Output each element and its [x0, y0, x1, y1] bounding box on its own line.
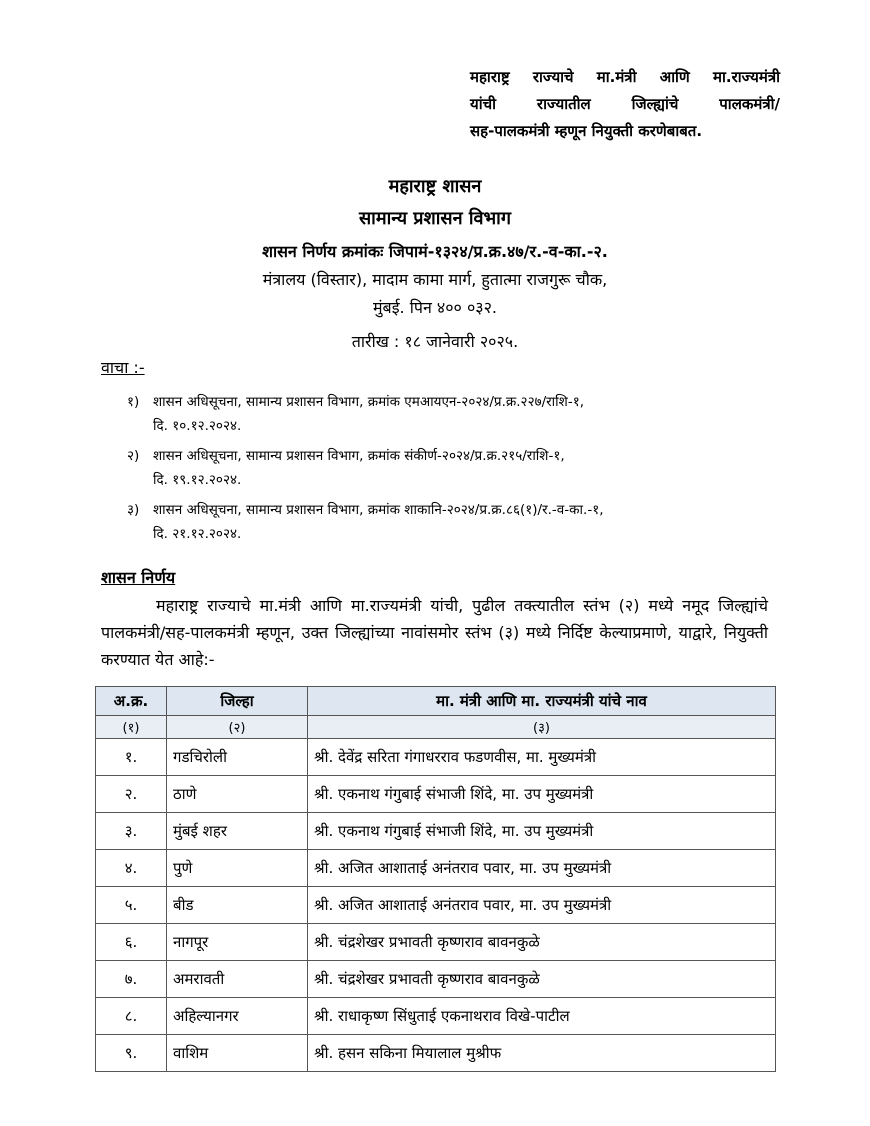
decision-body: [101, 592, 768, 673]
reference-item: [127, 390, 733, 438]
district-cell: अहिल्यानगर: [167, 998, 308, 1035]
table-row: [96, 887, 776, 924]
reference-list: [127, 390, 733, 552]
serial-cell: ७.: [96, 961, 167, 998]
table-row: [96, 813, 776, 850]
address-line-2: मुंबई. पिन ४०० ०३२.: [372, 298, 498, 317]
subject-line-2: यांची राज्यातील जिल्ह्यांचे पालकमंत्री/: [470, 95, 780, 113]
column-number-3: (३): [308, 716, 776, 739]
reference-line-1: शासन अधिसूचना, सामान्य प्रशासन विभाग, क्रमांक एमआयएन-२०२४/प्र.क्र.२२७/राशि-१,: [153, 394, 585, 410]
reference-text: [153, 390, 733, 438]
read-label: वाचा :-: [101, 358, 145, 377]
reference-item: [127, 444, 733, 492]
table-row: [96, 998, 776, 1035]
subject-line-3: सह-पालकमंत्री म्हणून नियुक्ती करणेबाबत.: [470, 122, 703, 140]
table-row: [96, 850, 776, 887]
reference-line-1: शासन अधिसूचना, सामान्य प्रशासन विभाग, क्रमांक संकीर्ण-२०२४/प्र.क्र.२१५/राशि-१,: [153, 448, 565, 464]
serial-cell: ४.: [96, 850, 167, 887]
minister-cell: श्री. हसन सकिना मियालाल मुश्रीफ: [308, 1035, 776, 1072]
department-heading: सामान्य प्रशासन विभाग: [359, 208, 511, 229]
decision-date: तारीख : १८ जानेवारी २०२५.: [351, 332, 519, 351]
header-minister: मा. मंत्री आणि मा. राज्यमंत्री यांचे नाव: [308, 687, 776, 716]
table-header-row: [96, 687, 776, 716]
minister-cell: श्री. चंद्रशेखर प्रभावती कृष्णराव बावनकुळे: [308, 924, 776, 961]
minister-cell: श्री. देवेंद्र सरिता गंगाधरराव फडणवीस, मा. मुख्यमंत्री: [308, 739, 776, 776]
column-number-1: (१): [96, 716, 167, 739]
district-cell: वाशिम: [167, 1035, 308, 1072]
serial-cell: १.: [96, 739, 167, 776]
district-cell: पुणे: [167, 850, 308, 887]
table-row: [96, 776, 776, 813]
serial-cell: ६.: [96, 924, 167, 961]
reference-line-1: शासन अधिसूचना, सामान्य प्रशासन विभाग, क्रमांक शाकानि-२०२४/प्र.क्र.८६(१)/र.-व-का.-१,: [153, 502, 604, 518]
serial-cell: ५.: [96, 887, 167, 924]
subject-block: [470, 64, 780, 145]
reference-text: [153, 498, 733, 546]
reference-date: दि. १०.१२.२०२४.: [153, 418, 242, 434]
district-cell: ठाणे: [167, 776, 308, 813]
table-row: [96, 961, 776, 998]
reference-date: दि. १९.१२.२०२४.: [153, 472, 242, 488]
address-line-1: मंत्रालय (विस्तार), मादाम कामा मार्ग, हुतात्मा राजगुरू चौक,: [262, 270, 608, 289]
serial-cell: ३.: [96, 813, 167, 850]
subject-line-1: महाराष्ट्र राज्याचे मा.मंत्री आणि मा.राज्यमंत्री: [470, 68, 780, 86]
column-number-2: (२): [167, 716, 308, 739]
district-cell: अमरावती: [167, 961, 308, 998]
header-serial: अ.क्र.: [96, 687, 167, 716]
district-cell: गडचिरोली: [167, 739, 308, 776]
serial-cell: ८.: [96, 998, 167, 1035]
table-body: [96, 739, 776, 1072]
table-row: [96, 739, 776, 776]
serial-cell: २.: [96, 776, 167, 813]
reference-date: दि. २१.१२.२०२४.: [153, 526, 242, 542]
reference-number: १): [127, 394, 140, 410]
district-cell: बीड: [167, 887, 308, 924]
table-row: [96, 924, 776, 961]
decision-number: शासन निर्णय क्रमांकः जिपामं-१३२४/प्र.क्र.४७/र.-व-का.-२.: [262, 242, 608, 261]
reference-number: ३): [127, 502, 140, 518]
minister-cell: श्री. अजित आशाताई अनंतराव पवार, मा. उप मुख्यमंत्री: [308, 850, 776, 887]
minister-cell: श्री. अजित आशाताई अनंतराव पवार, मा. उप मुख्यमंत्री: [308, 887, 776, 924]
reference-item: [127, 498, 733, 546]
minister-cell: श्री. एकनाथ गंगुबाई संभाजी शिंदे, मा. उप मुख्यमंत्री: [308, 813, 776, 850]
minister-cell: श्री. एकनाथ गंगुबाई संभाजी शिंदे, मा. उप मुख्यमंत्री: [308, 776, 776, 813]
decision-body-text: महाराष्ट्र राज्याचे मा.मंत्री आणि मा.राज्यमंत्री यांची, पुढील तक्त्यातील स्तंभ (२) मध्ये नमूद जिल्ह्यांचे पालकमंत्री/सह-पालकमंत्री म्हणून, उक्त जिल्ह्यांच्या नावांसमोर स्तंभ (३) मध्ये निर्दिष्ट केल्याप्रमाणे, याद्वारे, नियुक्ती करण्यात येत आहे:-: [101, 596, 768, 669]
reference-number: २): [127, 448, 140, 464]
serial-cell: ९.: [96, 1035, 167, 1072]
header-district: जिल्हा: [167, 687, 308, 716]
minister-cell: श्री. चंद्रशेखर प्रभावती कृष्णराव बावनकुळे: [308, 961, 776, 998]
minister-cell: श्री. राधाकृष्ण सिंधुताई एकनाथराव विखे-पाटील: [308, 998, 776, 1035]
district-cell: मुंबई शहर: [167, 813, 308, 850]
decision-title: शासन निर्णय: [101, 568, 176, 587]
table-row: [96, 1035, 776, 1072]
district-cell: नागपूर: [167, 924, 308, 961]
government-heading: महाराष्ट्र शासन: [388, 176, 482, 197]
reference-text: [153, 444, 733, 492]
column-number-row: [96, 716, 776, 739]
guardian-minister-table: [95, 686, 776, 1072]
